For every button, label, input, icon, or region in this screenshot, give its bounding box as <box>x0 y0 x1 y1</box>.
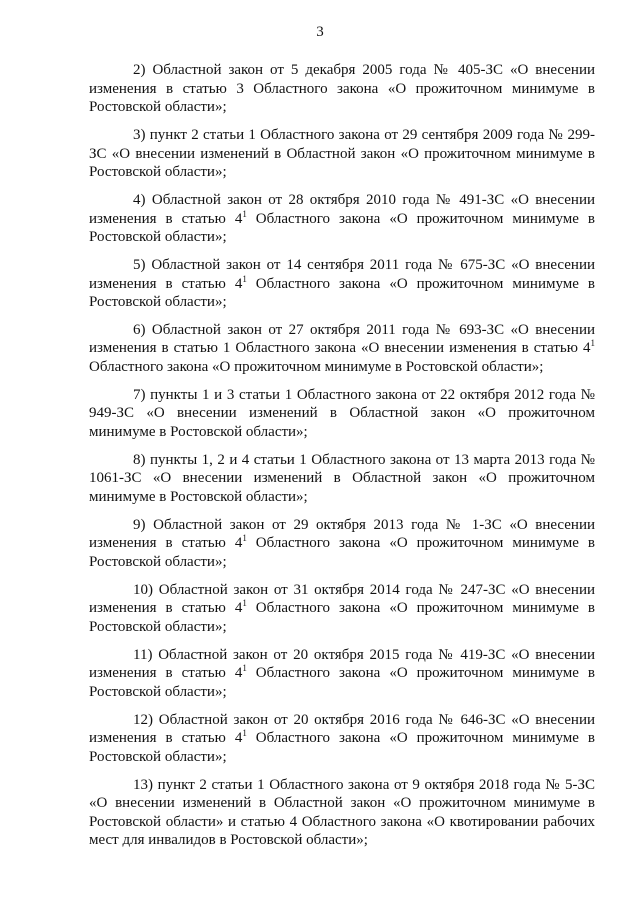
list-item: 6) Областной закон от 27 октября 2011 года № 693-ЗС «О внесении изменения в статью 1 Областного закона «О внесении изменения в статью $4^1$ Областного закона «О прожиточном минимуме в Ростовской области»; <box>89 321 595 376</box>
list-item: 5) Областной закон от 14 сентября 2011 года № 675-ЗС «О внесении изменения в статью $4^1$ Областного закона «О прожиточном минимуме в Ростовской области»; <box>89 256 595 311</box>
list-item: 9) Областной закон от 29 октября 2013 года № 1-ЗС «О внесении изменения в статью $4^1$ Областного закона «О прожиточном минимуме в Ростовской области»; <box>89 516 595 570</box>
list-item: 12) Областной закон от 20 октября 2016 года № 646-ЗС «О внесении изменения в статью $4^1$ Областного закона «О прожиточном минимуме в Ростовской области»; <box>89 711 595 765</box>
law-list <box>89 61 595 859</box>
list-item: 8) пункты 1, 2 и 4 статьи 1 Областного закона от 13 марта 2013 года № 1061-ЗС «О внесении изменений в Областной закон «О прожиточном минимуме в Ростовской области»; <box>89 451 595 505</box>
list-item: 3) пункт 2 статьи 1 Областного закона от 29 сентября 2009 года № 299-ЗС «О внесении изменений в Областной закон «О прожиточном минимуме в Ростовской области»; <box>89 126 595 181</box>
list-item: 11) Областной закон от 20 октября 2015 года № 419-ЗС «О внесении изменения в статью $4^1$ Областного закона «О прожиточном минимуме в Ростовской области»; <box>89 646 595 700</box>
list-item: 2) Областной закон от 5 декабря 2005 года № 405-ЗС «О внесении изменения в статью 3 Областного закона «О прожиточном минимуме в Ростовской области»; <box>89 62 595 116</box>
list-item: 4) Областной закон от 28 октября 2010 года № 491-ЗС «О внесении изменения в статью $4^1$ Областного закона «О прожиточном минимуме в Ростовской области»; <box>89 191 595 246</box>
list-item: 13) пункт 2 статьи 1 Областного закона от 9 октября 2018 года № 5-ЗС «О внесении изменений в Областной закон «О прожиточном минимуме в Ростовской области» и статью 4 Областного закона «О квотировании рабочих мест для инвалидов в Ростовской области»; <box>89 776 595 849</box>
page-number: 3 <box>316 24 324 40</box>
list-item: 7) пункты 1 и 3 статьи 1 Областного закона от 22 октября 2012 года № 949-ЗС «О внесении изменений в Областной закон «О прожиточном минимуме в Ростовской области»; <box>89 386 595 441</box>
list-item: 10) Областной закон от 31 октября 2014 года № 247-ЗС «О внесении изменения в статью $4^1$ Областного закона «О прожиточном минимуме в Ростовской области»; <box>89 581 595 635</box>
